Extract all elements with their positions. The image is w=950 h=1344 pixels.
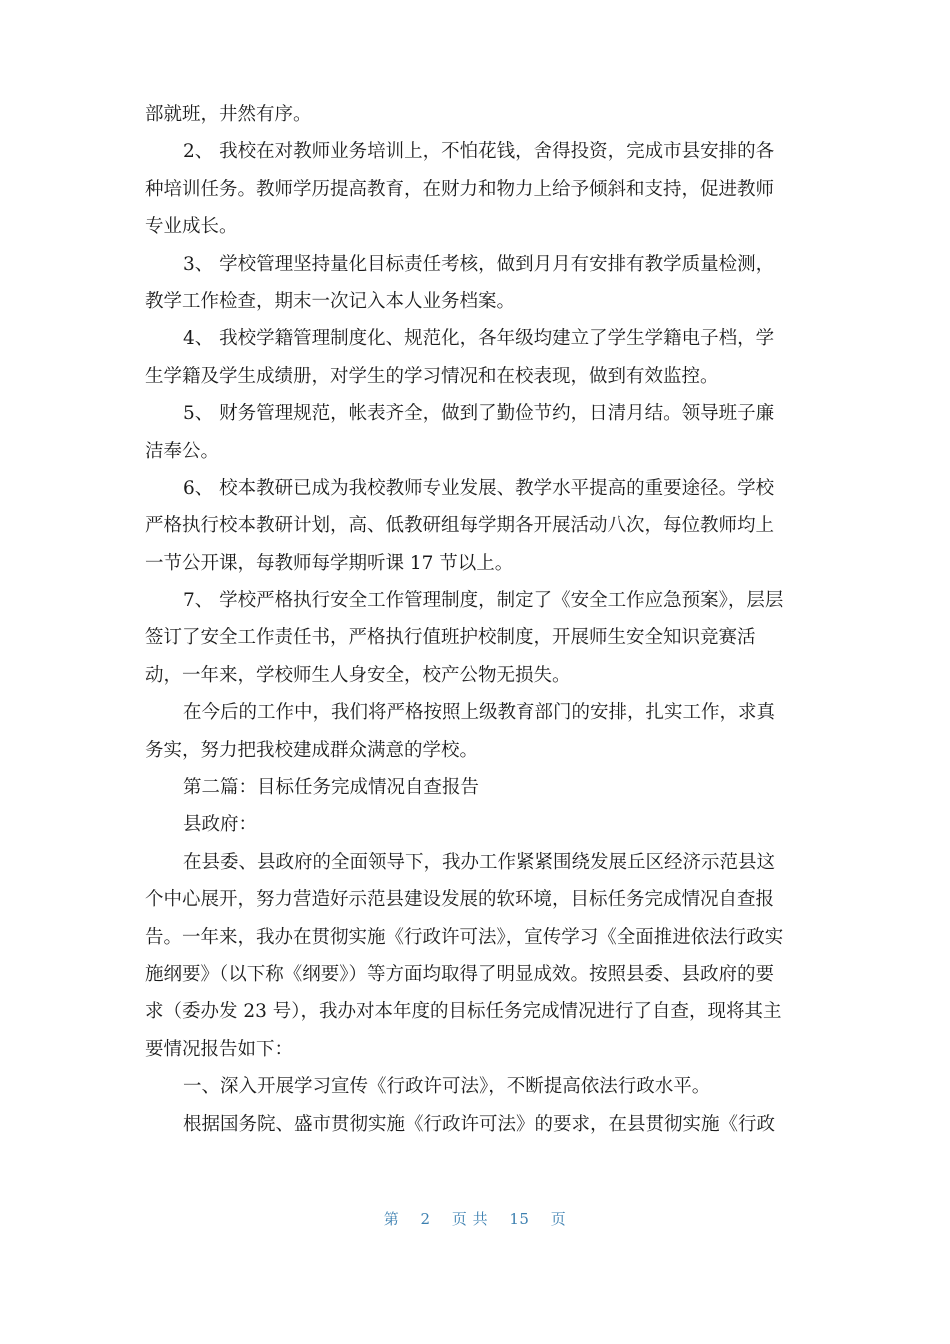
text-line: 动，一年来，学校师生人身安全，校产公物无损失。 [145, 664, 571, 686]
text-line: 签订了安全工作责任书，严格执行值班护校制度，开展师生安全知识竞赛活 [145, 627, 756, 649]
text-line: 施纲要》（以下称《纲要》）等方面均取得了明显成效。按照县委、县政府的要 [145, 963, 775, 985]
text-line: 在今后的工作中，我们将严格按照上级教育部门的安排，扎实工作，求真 [183, 702, 776, 724]
text-line: 个中心展开，努力营造好示范县建设发展的软环境，目标任务完成情况自查报 [145, 889, 775, 911]
text-line: 严格执行校本教研计划，高、低教研组每学期各开展活动八次，每位教师均上 [145, 515, 775, 537]
text-line: 专业成长。 [145, 216, 238, 238]
text-line: 求（委办发 23 号），我办对本年度的目标任务完成情况进行了自查，现将其主 [145, 1001, 782, 1023]
salutation: 县政府： [183, 814, 258, 836]
text-line: 洁奉公。 [145, 440, 220, 462]
text-line: 种培训任务。教师学历提高教育，在财力和物力上给予倾斜和支持，促进教师 [145, 178, 775, 200]
section-heading: 第二篇：目标任务完成情况自查报告 [183, 777, 480, 799]
text-line: 一、深入开展学习宣传《行政许可法》，不断提高依法行政水平。 [183, 1076, 711, 1098]
footer-suffix: 页 [550, 1210, 567, 1228]
text-line: 教学工作检查，期末一次记入本人业务档案。 [145, 290, 516, 312]
footer-prefix: 第 [383, 1210, 400, 1228]
page-footer [0, 1208, 950, 1229]
text-line: 告。一年来，我办在贯彻实施《行政许可法》，宣传学习《全面推进依法行政实 [145, 926, 784, 948]
text-line: 4、 我校学籍管理制度化、规范化，各年级均建立了学生学籍电子档，学 [183, 328, 775, 350]
document-body [145, 96, 805, 1143]
text-line: 在县委、县政府的全面领导下，我办工作紧紧围绕发展丘区经济示范县这 [183, 851, 776, 873]
text-line: 6、 校本教研已成为我校教师专业发展、教学水平提高的重要途径。学校 [183, 477, 775, 499]
text-line: 部就班，井然有序。 [145, 104, 312, 125]
footer-middle: 页 共 [451, 1210, 489, 1228]
text-line: 根据国务院、盛市贯彻实施《行政许可法》的要求，在县贯彻实施《行政 [183, 1113, 776, 1135]
text-line: 5、 财务管理规范，帐表齐全，做到了勤俭节约，日清月结。领导班子廉 [183, 403, 775, 425]
text-line: 务实，努力把我校建成群众满意的学校。 [145, 739, 479, 761]
total-pages: 15 [509, 1210, 530, 1228]
text-line: 3、 学校管理坚持量化目标责任考核，做到月月有安排有教学质量检测， [183, 253, 775, 275]
text-line: 一节公开课，每教师每学期听课 17 节以上。 [145, 552, 514, 574]
text-line: 生学籍及学生成绩册，对学生的学习情况和在校表现，做到有效监控。 [145, 365, 719, 387]
text-line: 要情况报告如下： [145, 1038, 294, 1060]
current-page-number: 2 [420, 1210, 431, 1228]
text-line: 2、 我校在对教师业务培训上，不怕花钱，舍得投资，完成市县安排的各 [183, 141, 775, 163]
text-line: 7、 学校严格执行安全工作管理制度，制定了《安全工作应急预案》，层层 [183, 590, 784, 612]
